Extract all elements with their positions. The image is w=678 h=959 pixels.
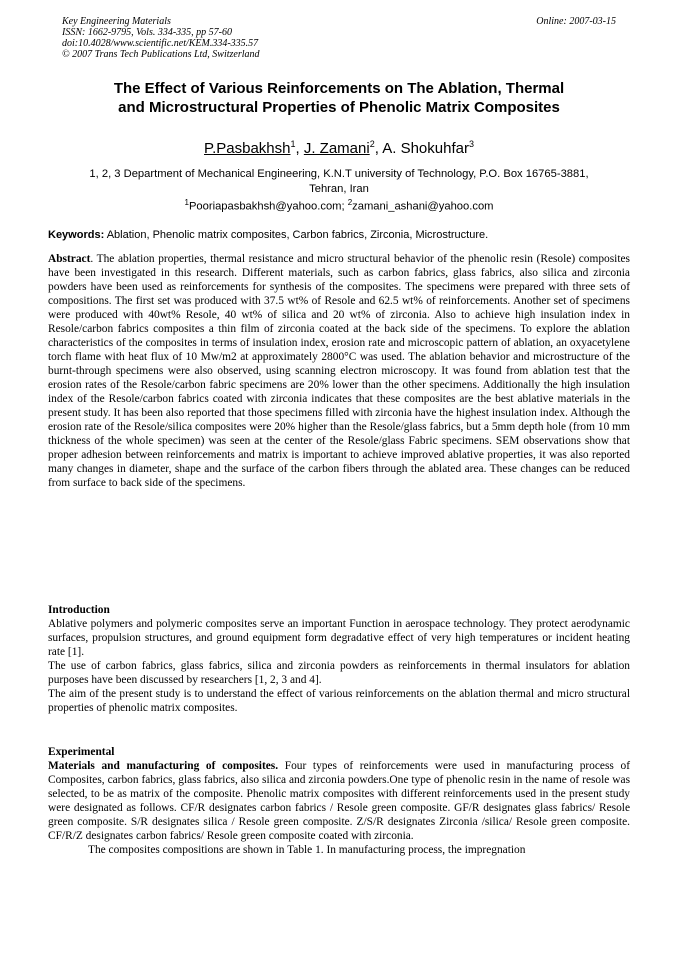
abstract-paragraph xyxy=(48,252,630,490)
author-2[interactable]: J. Zamani xyxy=(303,140,370,157)
author-separator: , xyxy=(374,140,383,157)
author-1[interactable]: P.Pasbakhsh xyxy=(204,140,291,157)
introduction-section xyxy=(48,603,630,715)
journal-header xyxy=(62,16,616,60)
doi-line: doi:10.4028/www.scientific.net/KEM.334-335.57 xyxy=(62,38,259,49)
email-line xyxy=(48,196,630,214)
intro-paragraph-3: The aim of the present study is to understand the effect of various reinforcements on the ablation thermal and micro structural properties of phenolic matrix composites. xyxy=(48,688,630,714)
journal-name: Key Engineering Materials xyxy=(62,16,171,27)
experimental-heading: Experimental xyxy=(48,746,115,758)
email-1[interactable]: Pooriapasbakhsh@yahoo.com; xyxy=(188,200,348,213)
author-3: A. Shokuhfar xyxy=(382,140,469,157)
author-3-sup: 3 xyxy=(468,139,474,149)
email-2-sup: 2 xyxy=(347,198,353,207)
abstract-section xyxy=(48,252,630,490)
experimental-section xyxy=(48,745,630,857)
title-line-1: The Effect of Various Reinforcements on The Ablation, Thermal xyxy=(113,80,565,97)
author-2-sup: 2 xyxy=(369,139,375,149)
affiliation-line-2: Tehran, Iran xyxy=(309,182,369,195)
email-2[interactable]: zamani_ashani@yahoo.com xyxy=(352,200,494,213)
intro-paragraph-2: The use of carbon fabrics, glass fabrics, silica and zirconia powders as reinforcements in thermal insulators for ablation purposes have been discussed by researchers [1, 2, 3 and 4]. xyxy=(48,660,630,686)
abstract-label: Abstract xyxy=(48,253,91,265)
author-separator: , xyxy=(295,140,304,157)
abstract-text: . The ablation properties, thermal resistance and micro structural behavior of the phenolic resin (Resole) composites have been investigated in this research. Different materials, such as carbon fabrics, glass fabrics, also silica and zirconia powders have been used as reinforcements for synthesis of the composites. The specimens were prepared with three sets of compositions. The first set was produced with 37.5 wt% of Resole and 62.5 wt% of reinforcements. Another set of specimens were produced with 40wt% Resole, 40 wt% of silica and 20 wt% of zirconia. Also to achieve high insulation index in Resole/carbon fabrics composites a thin film of zirconia coated at the back side of the specimens. To explore the ablation characteristics of the composites in terms of insulation index, erosion rate and microscopic pattern of ablation, an oxyacetylene torch flame with heat flux of 10 Mw/m2 at approximately 2800°C was used. The ablation behavior and microstructure of the burnt-through specimens were also observed, using scanning electron microscopy. It was found from ablation test that the erosion rates of the Resole/carbon fabric specimens are 20% lower than the other specimens. Additionally the high insulation index of the Resole/carbon fabrics coated with zirconia indicates that these composites are the best ablative materials in the present study. It has been also reported that those specimens filled with zirconia have the highest insulation index. Although the erosion rate of the Resole/silica composites were 20% higher than the Resole/glass fabrics, but a 5mm depth hole (from 10 mm thickness of the whole specimen) was seen at the center of the Resole/glass Fabric specimens. SEM observations show that proper adhesion between reinforcements and matrix is important to achieve improved ablative properties, it was also reported many changes in diameter, shape and the surface of the carbon fibers through the ablated area. These changes can be reduced from surface to back side of the specimens. xyxy=(48,253,630,489)
experimental-paragraph-1 xyxy=(48,759,630,843)
introduction-heading: Introduction xyxy=(48,604,110,616)
materials-subheading: Materials and manufacturing of composites. xyxy=(48,760,279,772)
title-line-2: and Microstructural Properties of Phenolic Matrix Composites xyxy=(118,98,560,116)
issn-line: ISSN: 1662-9795, Vols. 334-335, pp 57-60 xyxy=(62,27,232,38)
online-date: Online: 2007-03-15 xyxy=(536,16,616,27)
keywords-label: Keywords: xyxy=(48,229,105,241)
keywords-text: Ablation, Phenolic matrix composites, Carbon fabrics, Zirconia, Microstructure. xyxy=(104,229,489,241)
author-list xyxy=(40,135,638,158)
affiliation xyxy=(48,167,630,214)
copyright-line: © 2007 Trans Tech Publications Ltd, Switzerland xyxy=(62,49,260,60)
affiliation-line-1: 1, 2, 3 Department of Mechanical Engineering, K.N.T university of Technology, P.O. Box 16765-3881, xyxy=(89,168,589,180)
experimental-text-1: Four types of reinforcements were used in manufacturing process of Composites, carbon fabrics, glass fabrics, also silica and zirconia powders.One type of phenolic resin in the name of resole was selected, to be as matrix of the composite. Phenolic matrix composites with different reinforcements used in the present study were designated as follows. CF/R designates carbon fabrics / Resole green composite. GF/R designates glass fabrics/ Resole green composite. S/R designates silica / Resole green composite. Z/S/R designates Zirconia /silica/ Resole green composite. CF/R/Z designates carbon fabrics/ Resole green composite coated with zirconia. xyxy=(48,760,631,842)
experimental-paragraph-2: The composites compositions are shown in Table 1. In manufacturing process, the impregnation xyxy=(88,844,526,856)
keywords xyxy=(48,228,630,242)
intro-paragraph-1: Ablative polymers and polymeric composites serve an important Function in aerospace technology. They protect aerodynamic surfaces, propulsion structures, and ground equipment form degradative effect of very high temperatures or incident heating rate [1]. xyxy=(48,618,630,658)
email-1-sup: 1 xyxy=(184,198,189,207)
paper-title xyxy=(40,80,638,117)
author-1-sup: 1 xyxy=(290,139,296,149)
